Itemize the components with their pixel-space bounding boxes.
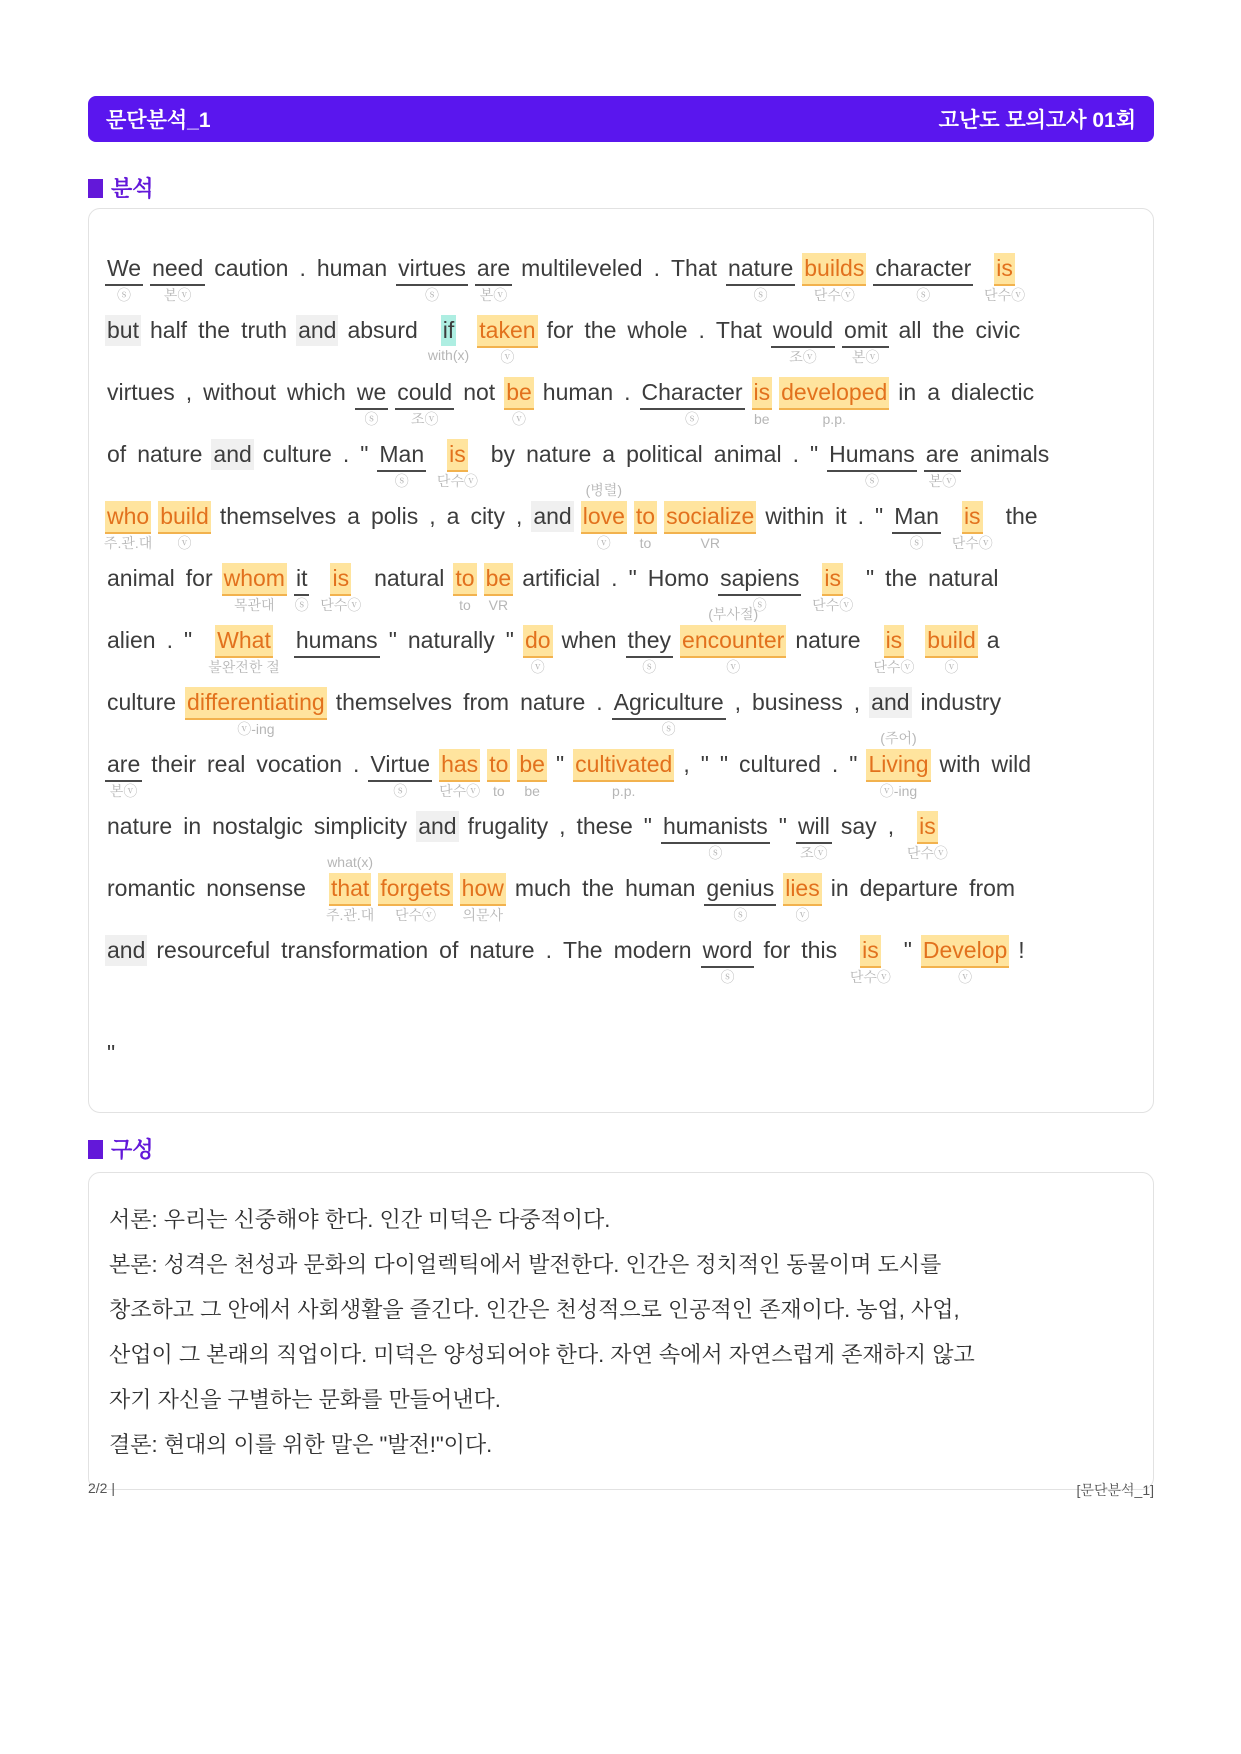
grammar-tag-below: be xyxy=(754,411,770,427)
grammar-tag-below: to xyxy=(639,535,652,551)
analysis-token: how 의문사 xyxy=(461,875,504,923)
analysis-token: caution xyxy=(214,255,289,281)
analysis-token: , xyxy=(853,689,861,715)
analysis-token: are 본ⓥ xyxy=(107,751,141,799)
analysis-token: be VR xyxy=(485,565,512,613)
header-exam-label: 고난도 모의고사 01회 xyxy=(938,109,1136,132)
analysis-token: of xyxy=(439,937,459,963)
analysis-token: Virtue ⓢ xyxy=(370,751,431,799)
analysis-token: Agriculture ⓢ xyxy=(613,689,724,737)
analysis-token: , xyxy=(887,813,895,839)
analysis-token: " xyxy=(778,813,787,839)
grammar-tag-below: ⓥ xyxy=(596,535,611,551)
analysis-token: " xyxy=(903,937,912,963)
grammar-tag-below: 단수ⓥ xyxy=(320,597,362,613)
grammar-tag-below: ⓢ xyxy=(364,411,379,427)
analysis-token: frugality xyxy=(467,813,549,839)
grammar-tag-above: (부사절) xyxy=(708,606,759,622)
grammar-tag-below: ⓥ-ing xyxy=(879,783,918,799)
analysis-token: a xyxy=(347,503,360,529)
analysis-token: culture xyxy=(107,689,177,715)
grammar-tag-below: to xyxy=(492,783,505,799)
analysis-token: without xyxy=(203,379,277,405)
analysis-token: is 단수ⓥ xyxy=(320,565,362,613)
analysis-token: the xyxy=(198,317,231,343)
analysis-token: nature xyxy=(469,937,535,963)
analysis-token: which xyxy=(287,379,346,405)
analysis-token: " xyxy=(875,503,884,529)
analysis-token: human xyxy=(625,875,696,901)
analysis-token: transformation xyxy=(281,937,429,963)
analysis-token: artificial xyxy=(522,565,601,591)
grammar-tag-below: ⓢ xyxy=(752,597,767,613)
analysis-token: differentiating ⓥ-ing xyxy=(187,689,325,737)
analysis-token: to to xyxy=(635,503,656,551)
analysis-token: a xyxy=(446,503,460,529)
grammar-tag-below: 단수ⓥ xyxy=(951,535,993,551)
grammar-tag-below: ⓢ xyxy=(393,783,408,799)
grammar-tag-below: ⓢ xyxy=(685,411,699,427)
analysis-token: modern xyxy=(613,937,692,963)
analysis-token: that what(x) 주.관.대 xyxy=(325,854,375,923)
analysis-token: resourceful xyxy=(156,937,271,963)
analysis-token: That xyxy=(715,317,762,343)
analysis-token: would 조ⓥ xyxy=(772,317,834,365)
analysis-token: will 조ⓥ xyxy=(797,813,830,861)
analysis-token: taken ⓥ xyxy=(479,317,536,365)
composition-box xyxy=(88,1172,1154,1490)
analysis-token: Living (주어) ⓥ-ing xyxy=(868,730,929,799)
analysis-token: themselves xyxy=(335,689,453,715)
analysis-token: from xyxy=(969,875,1016,901)
analysis-token: when xyxy=(561,627,617,653)
grammar-tag-below: 단수ⓥ xyxy=(812,597,854,613)
analysis-token: . xyxy=(166,627,173,653)
analysis-token: for xyxy=(546,317,574,343)
grammar-tag-below: be xyxy=(524,783,540,799)
analysis-token: , xyxy=(515,503,523,529)
analysis-token: dialectic xyxy=(950,379,1035,405)
analysis-token: and xyxy=(211,439,253,470)
grammar-tag-below: 단수ⓥ xyxy=(813,287,855,303)
grammar-tag-below: ⓥ xyxy=(177,535,192,551)
analysis-token: much xyxy=(514,875,572,901)
analysis-token: and xyxy=(296,315,338,346)
grammar-tag-below: 본ⓥ xyxy=(163,287,192,303)
analysis-token: cultured xyxy=(739,751,821,777)
grammar-tag-below: 의문사 xyxy=(462,907,504,923)
grammar-tag-below: ⓢ xyxy=(294,597,309,613)
grammar-tag-below: to xyxy=(459,597,471,613)
analysis-token: . xyxy=(545,937,552,963)
analysis-token: " xyxy=(388,627,397,653)
composition-line: 창조하고 그 안에서 사회생활을 즐긴다. 인간은 천성적으로 인공적인 존재이다. 농업, 사업, xyxy=(109,1297,960,1322)
analysis-token: forgets 단수ⓥ xyxy=(380,875,451,923)
grammar-tag-below: 목관대 xyxy=(233,597,275,613)
analysis-line xyxy=(105,315,1137,365)
analysis-token: natural xyxy=(928,565,999,591)
analysis-token: a xyxy=(602,441,616,467)
analysis-token: animal xyxy=(107,565,175,591)
composition-section-title xyxy=(88,1133,154,1164)
analysis-token: . xyxy=(596,689,603,715)
analysis-token: wild xyxy=(991,751,1032,777)
analysis-token: sapiens ⓢ xyxy=(720,565,800,613)
composition-line: 결론: 현대의 이를 위한 말은 "발전!"이다. xyxy=(109,1432,493,1457)
analysis-token: in xyxy=(830,875,849,901)
analysis-token: romantic xyxy=(107,875,196,901)
analysis-token: Homo xyxy=(647,565,710,591)
grammar-tag-below: ⓢ xyxy=(642,659,657,675)
page-footer xyxy=(88,1480,1154,1500)
analysis-token: . xyxy=(611,565,618,591)
analysis-token: a xyxy=(986,627,1000,653)
grammar-tag-below: ⓢ xyxy=(753,287,768,303)
analysis-token: virtues xyxy=(107,379,175,405)
analysis-token: absurd xyxy=(347,317,418,343)
grammar-tag-below: ⓥ xyxy=(530,659,545,675)
analysis-token: is 단수ⓥ xyxy=(873,627,915,675)
analysis-token: these xyxy=(576,813,633,839)
analysis-line xyxy=(105,253,1137,303)
composition-section-label: 구성 xyxy=(111,1137,154,1162)
grammar-tag-below: ⓢ xyxy=(425,287,440,303)
analysis-token: , xyxy=(683,751,690,777)
analysis-token: from xyxy=(463,689,510,715)
analysis-token: nonsense xyxy=(206,875,306,901)
analysis-token: " xyxy=(360,441,369,467)
analysis-token: . xyxy=(653,255,660,281)
square-bullet-icon xyxy=(88,179,103,198)
grammar-tag-above: (주어) xyxy=(880,730,917,746)
square-bullet-icon xyxy=(88,1140,103,1159)
analysis-token: cultivated p.p. xyxy=(575,751,673,799)
analysis-token: Humans ⓢ xyxy=(829,441,915,489)
analysis-line xyxy=(103,482,1137,551)
analysis-line xyxy=(105,1038,1137,1069)
analysis-token: within xyxy=(765,503,825,529)
analysis-token: need 본ⓥ xyxy=(152,255,204,303)
analysis-token: The xyxy=(562,937,603,963)
analysis-token: humanists ⓢ xyxy=(662,813,768,861)
analysis-token: a xyxy=(927,379,940,405)
analysis-token: is 단수ⓥ xyxy=(849,937,891,985)
analysis-token: departure xyxy=(859,875,959,901)
analysis-token: and xyxy=(531,501,573,532)
analysis-token: simplicity xyxy=(313,813,408,839)
analysis-section-label: 분석 xyxy=(111,176,154,201)
analysis-token: " xyxy=(184,627,193,653)
analysis-token: lies ⓥ xyxy=(785,875,820,923)
analysis-token: alien xyxy=(107,627,156,653)
composition-line: 산업이 그 본래의 직업이다. 미덕은 양성되어야 한다. 자연 속에서 자연스럽게 존재하지 않고 xyxy=(109,1342,975,1367)
grammar-tag-below: 본ⓥ xyxy=(851,349,880,365)
composition-line: 본론: 성격은 천성과 문화의 다이얼렉틱에서 발전한다. 인간은 정치적인 동물이며 도시를 xyxy=(109,1252,942,1277)
analysis-token: . xyxy=(857,503,865,529)
grammar-tag-below: ⓥ xyxy=(944,659,959,675)
analysis-token: natural xyxy=(374,565,445,591)
analysis-token: the xyxy=(1005,503,1038,529)
grammar-tag-below: 본ⓥ xyxy=(928,473,957,489)
analysis-token: for xyxy=(185,565,213,591)
analysis-token: virtues ⓢ xyxy=(398,255,466,303)
grammar-tag-below: VR xyxy=(700,535,720,551)
analysis-token: That xyxy=(671,255,718,281)
analysis-token: multileveled xyxy=(521,255,643,281)
grammar-tag-below: with(x) xyxy=(427,347,470,363)
analysis-token: , xyxy=(734,689,741,715)
analysis-token: by xyxy=(490,441,516,467)
analysis-token: themselves xyxy=(219,503,337,529)
analysis-token: build ⓥ xyxy=(160,503,209,551)
analysis-token: and xyxy=(105,935,147,966)
analysis-token: " xyxy=(107,1040,116,1066)
analysis-token: " xyxy=(719,751,729,777)
analysis-line xyxy=(105,730,1137,799)
analysis-token: the xyxy=(582,875,615,901)
analysis-token: we ⓢ xyxy=(356,379,387,427)
analysis-token: this xyxy=(801,937,838,963)
analysis-token: their xyxy=(151,751,196,777)
analysis-token: is 단수ⓥ xyxy=(436,441,478,489)
header-title: 문단분석_1 xyxy=(106,109,211,132)
grammar-tag-below: ⓢ xyxy=(733,907,748,923)
grammar-tag-below: ⓢ xyxy=(394,473,409,489)
footer-doc-label: [문단분석_1] xyxy=(1076,1482,1154,1498)
analysis-token: socialize VR xyxy=(666,503,755,551)
grammar-tag-above: (병렬) xyxy=(585,482,622,498)
grammar-tag-below: ⓥ xyxy=(958,969,973,985)
grammar-tag-above: what(x) xyxy=(327,854,374,870)
analysis-token: What 불완전한 절 xyxy=(208,627,280,675)
grammar-tag-below: 조ⓥ xyxy=(800,845,828,861)
grammar-tag-below: ⓢ xyxy=(909,535,924,551)
grammar-tag-below: 단수ⓥ xyxy=(849,969,891,985)
analysis-token: " xyxy=(700,751,709,777)
analysis-token: nostalgic xyxy=(212,813,303,839)
grammar-tag-below: ⓢ xyxy=(661,721,676,737)
analysis-token: be be xyxy=(519,751,545,799)
analysis-token: . xyxy=(831,751,839,777)
analysis-token: " xyxy=(628,565,637,591)
grammar-tag-below: ⓢ xyxy=(864,473,879,489)
grammar-tag-below: ⓥ xyxy=(500,349,515,365)
analysis-token: could 조ⓥ xyxy=(397,379,453,427)
analysis-token: nature xyxy=(520,689,586,715)
analysis-token: genius ⓢ xyxy=(706,875,775,923)
analysis-token: industry xyxy=(920,689,1002,715)
analysis-token: in xyxy=(898,379,917,405)
analysis-token: Man ⓢ xyxy=(894,503,939,551)
analysis-token: and xyxy=(869,687,911,718)
analysis-token: real xyxy=(207,751,246,777)
analysis-token: are 본ⓥ xyxy=(925,441,960,489)
analysis-token: not xyxy=(463,379,496,405)
analysis-token: vocation xyxy=(256,751,343,777)
analysis-token: truth xyxy=(241,317,288,343)
analysis-line xyxy=(105,935,1137,985)
analysis-token: love (병렬) ⓥ xyxy=(582,482,625,551)
analysis-token: , xyxy=(559,813,566,839)
analysis-token: be ⓥ xyxy=(506,379,532,427)
analysis-token: nature xyxy=(137,441,203,467)
grammar-tag-below: ⓥ xyxy=(726,659,741,675)
analysis-token: humans xyxy=(294,625,380,658)
analysis-token: who 주.관.대 xyxy=(103,503,153,551)
analysis-section-title xyxy=(88,172,154,203)
analysis-token: . xyxy=(698,317,705,343)
composition-line: 서론: 우리는 신중해야 한다. 인간 미덕은 다중적이다. xyxy=(109,1207,611,1232)
analysis-token: is 단수ⓥ xyxy=(906,813,948,861)
analysis-token: character ⓢ xyxy=(875,255,972,303)
analysis-token: and xyxy=(416,811,458,842)
grammar-tag-below: 주.관.대 xyxy=(325,907,375,923)
analysis-token: animal xyxy=(713,441,782,467)
analysis-token: Develop ⓥ xyxy=(922,937,1008,985)
analysis-token: omit 본ⓥ xyxy=(844,317,888,365)
analysis-token: nature xyxy=(107,813,173,839)
analysis-token: it xyxy=(835,503,847,529)
analysis-token: encounter (부사절) ⓥ xyxy=(682,606,785,675)
analysis-token: nature xyxy=(526,441,592,467)
analysis-token: builds 단수ⓥ xyxy=(804,255,865,303)
analysis-token: is 단수ⓥ xyxy=(951,503,993,551)
grammar-tag-below: VR xyxy=(488,597,509,613)
analysis-line xyxy=(105,606,1137,675)
analysis-token: Man ⓢ xyxy=(379,441,425,489)
analysis-token: developed p.p. xyxy=(781,379,888,427)
analysis-token: the xyxy=(584,317,617,343)
analysis-token: " xyxy=(643,813,652,839)
analysis-token: political xyxy=(626,441,703,467)
grammar-tag-below: 단수ⓥ xyxy=(439,783,481,799)
analysis-line xyxy=(105,854,1137,923)
analysis-token: " xyxy=(866,565,875,591)
page-number: 2/2 | xyxy=(88,1480,115,1496)
analysis-token: polis xyxy=(370,503,419,529)
analysis-token: . xyxy=(792,441,799,467)
composition-line: 자기 자신을 구별하는 문화를 만들어낸다. xyxy=(109,1387,501,1412)
analysis-token: is be xyxy=(753,379,771,427)
analysis-token: . xyxy=(624,379,631,405)
analysis-token: build ⓥ xyxy=(927,627,976,675)
analysis-token: naturally xyxy=(407,627,495,653)
analysis-token: all xyxy=(898,317,922,343)
analysis-token: " xyxy=(849,751,858,777)
grammar-tag-below: ⓢ xyxy=(720,969,735,985)
analysis-token: human xyxy=(316,255,388,281)
grammar-tag-below: 조ⓥ xyxy=(410,411,439,427)
analysis-token: nature ⓢ xyxy=(728,255,794,303)
analysis-token: city xyxy=(470,503,505,529)
grammar-tag-below: 본ⓥ xyxy=(479,287,508,303)
grammar-tag-below: 단수ⓥ xyxy=(873,659,915,675)
analysis-token: they ⓢ xyxy=(627,627,672,675)
analysis-token: with xyxy=(939,751,981,777)
analysis-line xyxy=(105,687,1137,737)
analysis-token: We ⓢ xyxy=(107,255,142,303)
grammar-tag-below: 불완전한 절 xyxy=(208,659,280,675)
analysis-token: are 본ⓥ xyxy=(476,255,511,303)
grammar-tag-below: p.p. xyxy=(612,783,636,799)
analysis-token: animals xyxy=(970,441,1050,467)
analysis-token: , xyxy=(429,503,436,529)
grammar-tag-below: 단수ⓥ xyxy=(436,473,478,489)
analysis-line xyxy=(105,439,1137,489)
grammar-tag-below: ⓢ xyxy=(708,845,723,861)
grammar-tag-below: 본ⓥ xyxy=(109,783,138,799)
analysis-token: human xyxy=(542,379,614,405)
grammar-tag-below: 조ⓥ xyxy=(789,349,817,365)
analysis-token: it ⓢ xyxy=(294,565,309,613)
analysis-token: whom 목관대 xyxy=(223,565,285,613)
analysis-token: " xyxy=(505,627,514,653)
analysis-token: business xyxy=(752,689,843,715)
analysis-token: has 단수ⓥ xyxy=(439,751,481,799)
grammar-tag-below: 단수ⓥ xyxy=(984,287,1026,303)
analysis-token: half xyxy=(149,317,188,343)
analysis-token: in xyxy=(183,813,202,839)
analysis-token: . xyxy=(299,255,306,281)
grammar-tag-below: p.p. xyxy=(822,411,846,427)
grammar-tag-below: 단수ⓥ xyxy=(394,907,437,923)
analysis-line xyxy=(105,811,1137,861)
analysis-token: Character ⓢ xyxy=(641,379,743,427)
analysis-token: to to xyxy=(489,751,509,799)
analysis-token: word ⓢ xyxy=(702,937,753,985)
analysis-token: is 단수ⓥ xyxy=(812,565,854,613)
analysis-token: culture xyxy=(262,441,332,467)
header-bar xyxy=(88,96,1154,142)
analysis-token: to to xyxy=(455,565,475,613)
grammar-tag-below: ⓢ xyxy=(117,287,132,303)
analysis-line xyxy=(105,377,1137,427)
analysis-token: the xyxy=(885,565,918,591)
grammar-tag-below: ⓥ-ing xyxy=(237,721,275,737)
analysis-box xyxy=(88,208,1154,1113)
analysis-token: the xyxy=(932,317,965,343)
grammar-tag-below: 주.관.대 xyxy=(103,535,153,551)
grammar-tag-below: ⓢ xyxy=(916,287,931,303)
analysis-token: but xyxy=(105,315,141,346)
grammar-tag-below: ⓥ xyxy=(795,907,810,923)
analysis-token: is 단수ⓥ xyxy=(984,255,1026,303)
analysis-token: " xyxy=(555,751,565,777)
analysis-token: , xyxy=(185,379,193,405)
analysis-token: for xyxy=(763,937,791,963)
grammar-tag-below: 단수ⓥ xyxy=(906,845,948,861)
analysis-token: of xyxy=(107,441,127,467)
analysis-token: do ⓥ xyxy=(524,627,551,675)
analysis-token: whole xyxy=(627,317,688,343)
analysis-token: ! xyxy=(1018,937,1025,963)
analysis-token: . xyxy=(342,441,350,467)
analysis-token: if with(x) xyxy=(427,317,470,363)
analysis-token: . xyxy=(353,751,360,777)
analysis-token: say xyxy=(840,813,877,839)
analysis-token: civic xyxy=(975,317,1021,343)
analysis-token: " xyxy=(809,441,819,467)
analysis-line xyxy=(105,563,1137,613)
grammar-tag-below: ⓥ xyxy=(512,411,526,427)
analysis-token: nature xyxy=(795,627,861,653)
